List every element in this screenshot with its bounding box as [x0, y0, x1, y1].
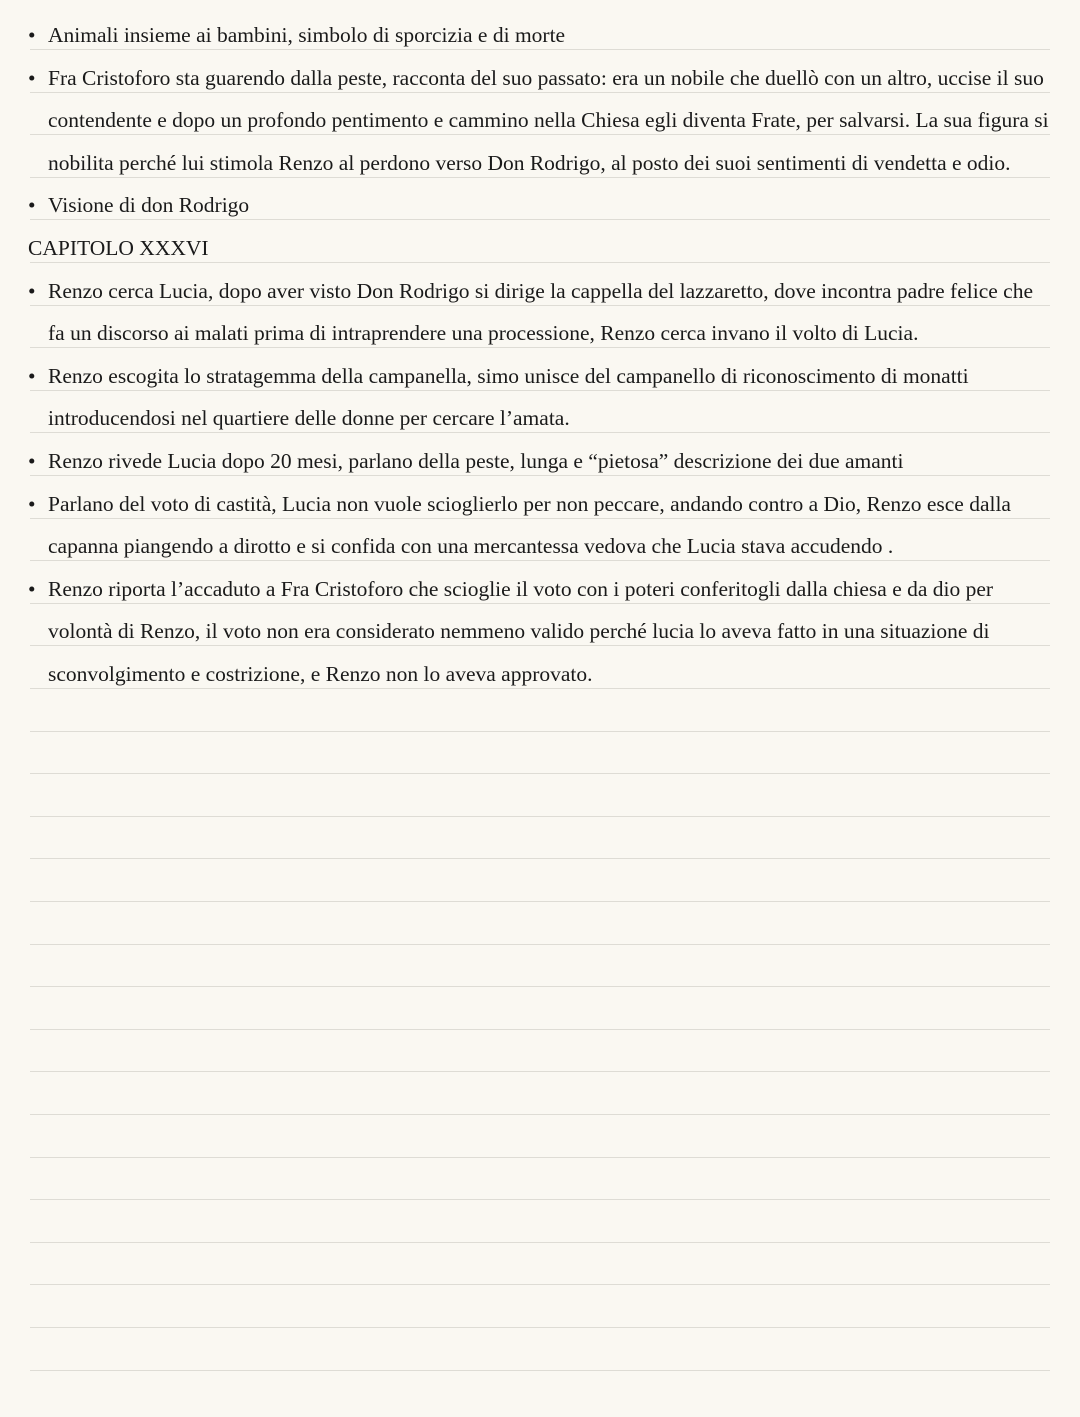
ruled-line	[30, 1029, 1050, 1030]
notes-content	[28, 14, 1052, 696]
bullet-marker: •	[28, 491, 36, 516]
ruled-line	[30, 1199, 1050, 1200]
ruled-line	[30, 1284, 1050, 1285]
ruled-line	[30, 1370, 1050, 1371]
list-item-text: Renzo rivede Lucia dopo 20 mesi, parlano della peste, lunga e “pietosa” descrizione dei due amanti	[48, 448, 904, 473]
bullet-marker: •	[28, 193, 36, 218]
list-item-text: Renzo riporta l’accaduto a Fra Cristoforo che scioglie il voto con i poteri conferitogli dalla chiesa e da dio per volontà di Renzo, il voto non era considerato nemmeno valido perché lucia lo aveva fatto in una situazione di sconvolgimento e costrizione, e Renzo non lo aveva approvato.	[48, 576, 994, 686]
bullet-marker: •	[28, 278, 36, 303]
ruled-line	[30, 1157, 1050, 1158]
list-item	[28, 483, 1052, 568]
list-item	[28, 57, 1052, 185]
list-item	[28, 270, 1052, 355]
ruled-line	[30, 1242, 1050, 1243]
ruled-line	[30, 944, 1050, 945]
list-item-text: Fra Cristoforo sta guarendo dalla peste, racconta del suo passato: era un nobile che duellò con un altro, uccise il suo contendente e dopo un profondo pentimento e cammino nella Chiesa egli diventa Frate, per salvarsi. La sua figura si nobilita perché lui stimola Renzo al perdono verso Don Rodrigo, al posto dei suoi sentimenti di vendetta e odio.	[48, 65, 1049, 175]
bullet-marker: •	[28, 448, 36, 473]
bullet-marker: •	[28, 23, 36, 47]
list-item-text: Parlano del voto di castità, Lucia non vuole scioglierlo per non peccare, andando contro a Dio, Renzo esce dalla capanna piangendo a dirotto e si confida con una mercantessa vedova che Lucia stava accudendo .	[48, 491, 1011, 559]
chapter-heading: CAPITOLO XXXVI	[28, 235, 209, 260]
ruled-line	[30, 1071, 1050, 1072]
list-item	[28, 184, 1052, 227]
list-item	[28, 355, 1052, 440]
list-item	[28, 440, 1052, 483]
list-item	[28, 568, 1052, 696]
ruled-line	[30, 816, 1050, 817]
list-item-text: Renzo escogita lo stratagemma della campanella, simo unisce del campanello di riconoscimento di monatti introducendosi nel quartiere delle donne per cercare l’amata.	[48, 363, 969, 431]
list-item	[28, 14, 1052, 57]
bullet-marker: •	[28, 65, 36, 90]
list-item-text: Animali insieme ai bambini, simbolo di sporcizia e di morte	[48, 23, 566, 47]
ruled-line	[30, 986, 1050, 987]
ruled-line	[30, 1114, 1050, 1115]
ruled-line	[30, 731, 1050, 732]
bullet-marker: •	[28, 363, 36, 388]
ruled-line	[30, 773, 1050, 774]
ruled-line	[30, 901, 1050, 902]
list-item-text: Visione di don Rodrigo	[48, 193, 250, 218]
bullet-marker: •	[28, 576, 36, 601]
ruled-line	[30, 858, 1050, 859]
list-item-text: Renzo cerca Lucia, dopo aver visto Don Rodrigo si dirige la cappella del lazzaretto, dove incontra padre felice che fa un discorso ai malati prima di intraprendere una processione, Renzo cerca invano il volto di Lucia.	[48, 278, 1033, 346]
ruled-line	[30, 1327, 1050, 1328]
